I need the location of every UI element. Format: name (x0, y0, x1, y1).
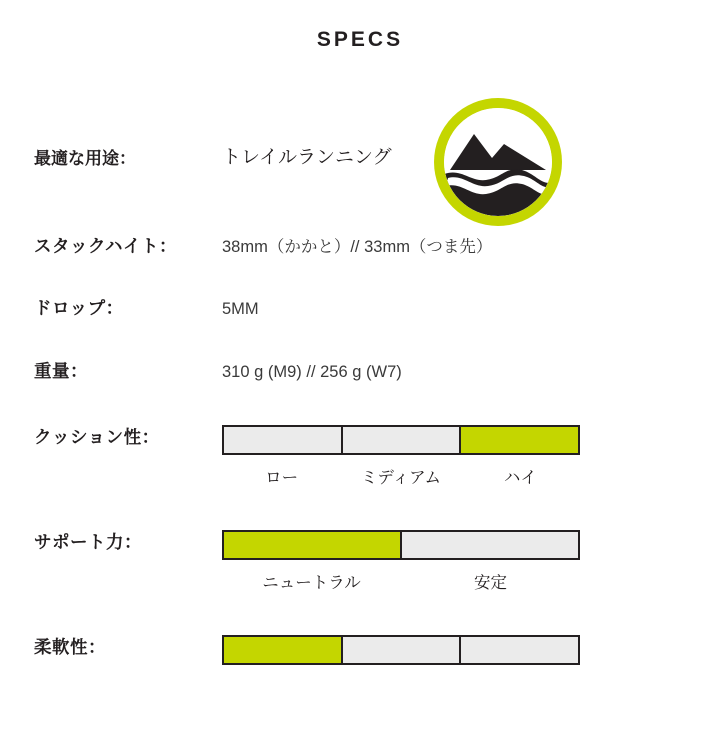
flexibility-segment-2 (343, 637, 462, 663)
spec-row-stack-height (34, 234, 690, 258)
spec-label-stack-height: スタックハイト： (34, 236, 177, 256)
support-scale-ticks (222, 569, 580, 593)
support-scale-bar (222, 530, 580, 560)
cushion-segment-high (461, 427, 578, 453)
spec-value-best-for: トレイルランニング (222, 146, 392, 168)
flexibility-scale-bar (222, 635, 580, 665)
cushion-segment-medium (343, 427, 462, 453)
specs-page (0, 28, 720, 748)
cushion-scale-ticks (222, 464, 580, 488)
spec-row-support (34, 530, 690, 593)
spec-label-drop: ドロップ： (34, 298, 124, 319)
cushion-scale-bar (222, 425, 580, 455)
cushion-segment-low (224, 427, 343, 453)
spec-value-stack-height: 38mm（かかと）// 33mm（つま先） (222, 238, 493, 256)
spec-value-weight: 310 g (M9) // 256 g (W7) (222, 362, 402, 381)
flexibility-segment-1 (224, 637, 343, 663)
mountain-trail-icon (444, 108, 552, 216)
support-tick-neutral: ニュートラル (262, 574, 361, 593)
support-segment-neutral (224, 532, 402, 558)
badge-inner (444, 108, 552, 216)
spec-label-weight: 重量： (34, 360, 88, 381)
spec-row-cushion (34, 425, 690, 488)
support-tick-stable: 安定 (474, 574, 507, 593)
spec-label-support: サポート力： (34, 532, 142, 553)
support-scale (222, 530, 580, 593)
spec-label-best-for: 最適な用途： (34, 148, 136, 168)
spec-row-best-for (34, 104, 690, 212)
spec-label-cushion: クッション性： (34, 427, 160, 448)
cushion-tick-medium: ミディアム (360, 469, 441, 488)
flexibility-segment-3 (461, 637, 578, 663)
cushion-scale (222, 425, 580, 488)
spec-value-drop: 5MM (222, 300, 259, 319)
page-title: SPECS (316, 28, 404, 51)
spec-row-drop (34, 296, 690, 320)
spec-label-flexibility: 柔軟性： (34, 637, 106, 658)
flexibility-scale (222, 635, 580, 665)
support-segment-stable (402, 532, 578, 558)
spec-row-weight (34, 359, 690, 383)
spec-row-flexibility (34, 635, 690, 665)
best-for-badge (434, 98, 562, 226)
cushion-tick-low: ロー (265, 469, 299, 488)
cushion-tick-high: ハイ (503, 469, 537, 488)
specs-rows (0, 104, 720, 665)
